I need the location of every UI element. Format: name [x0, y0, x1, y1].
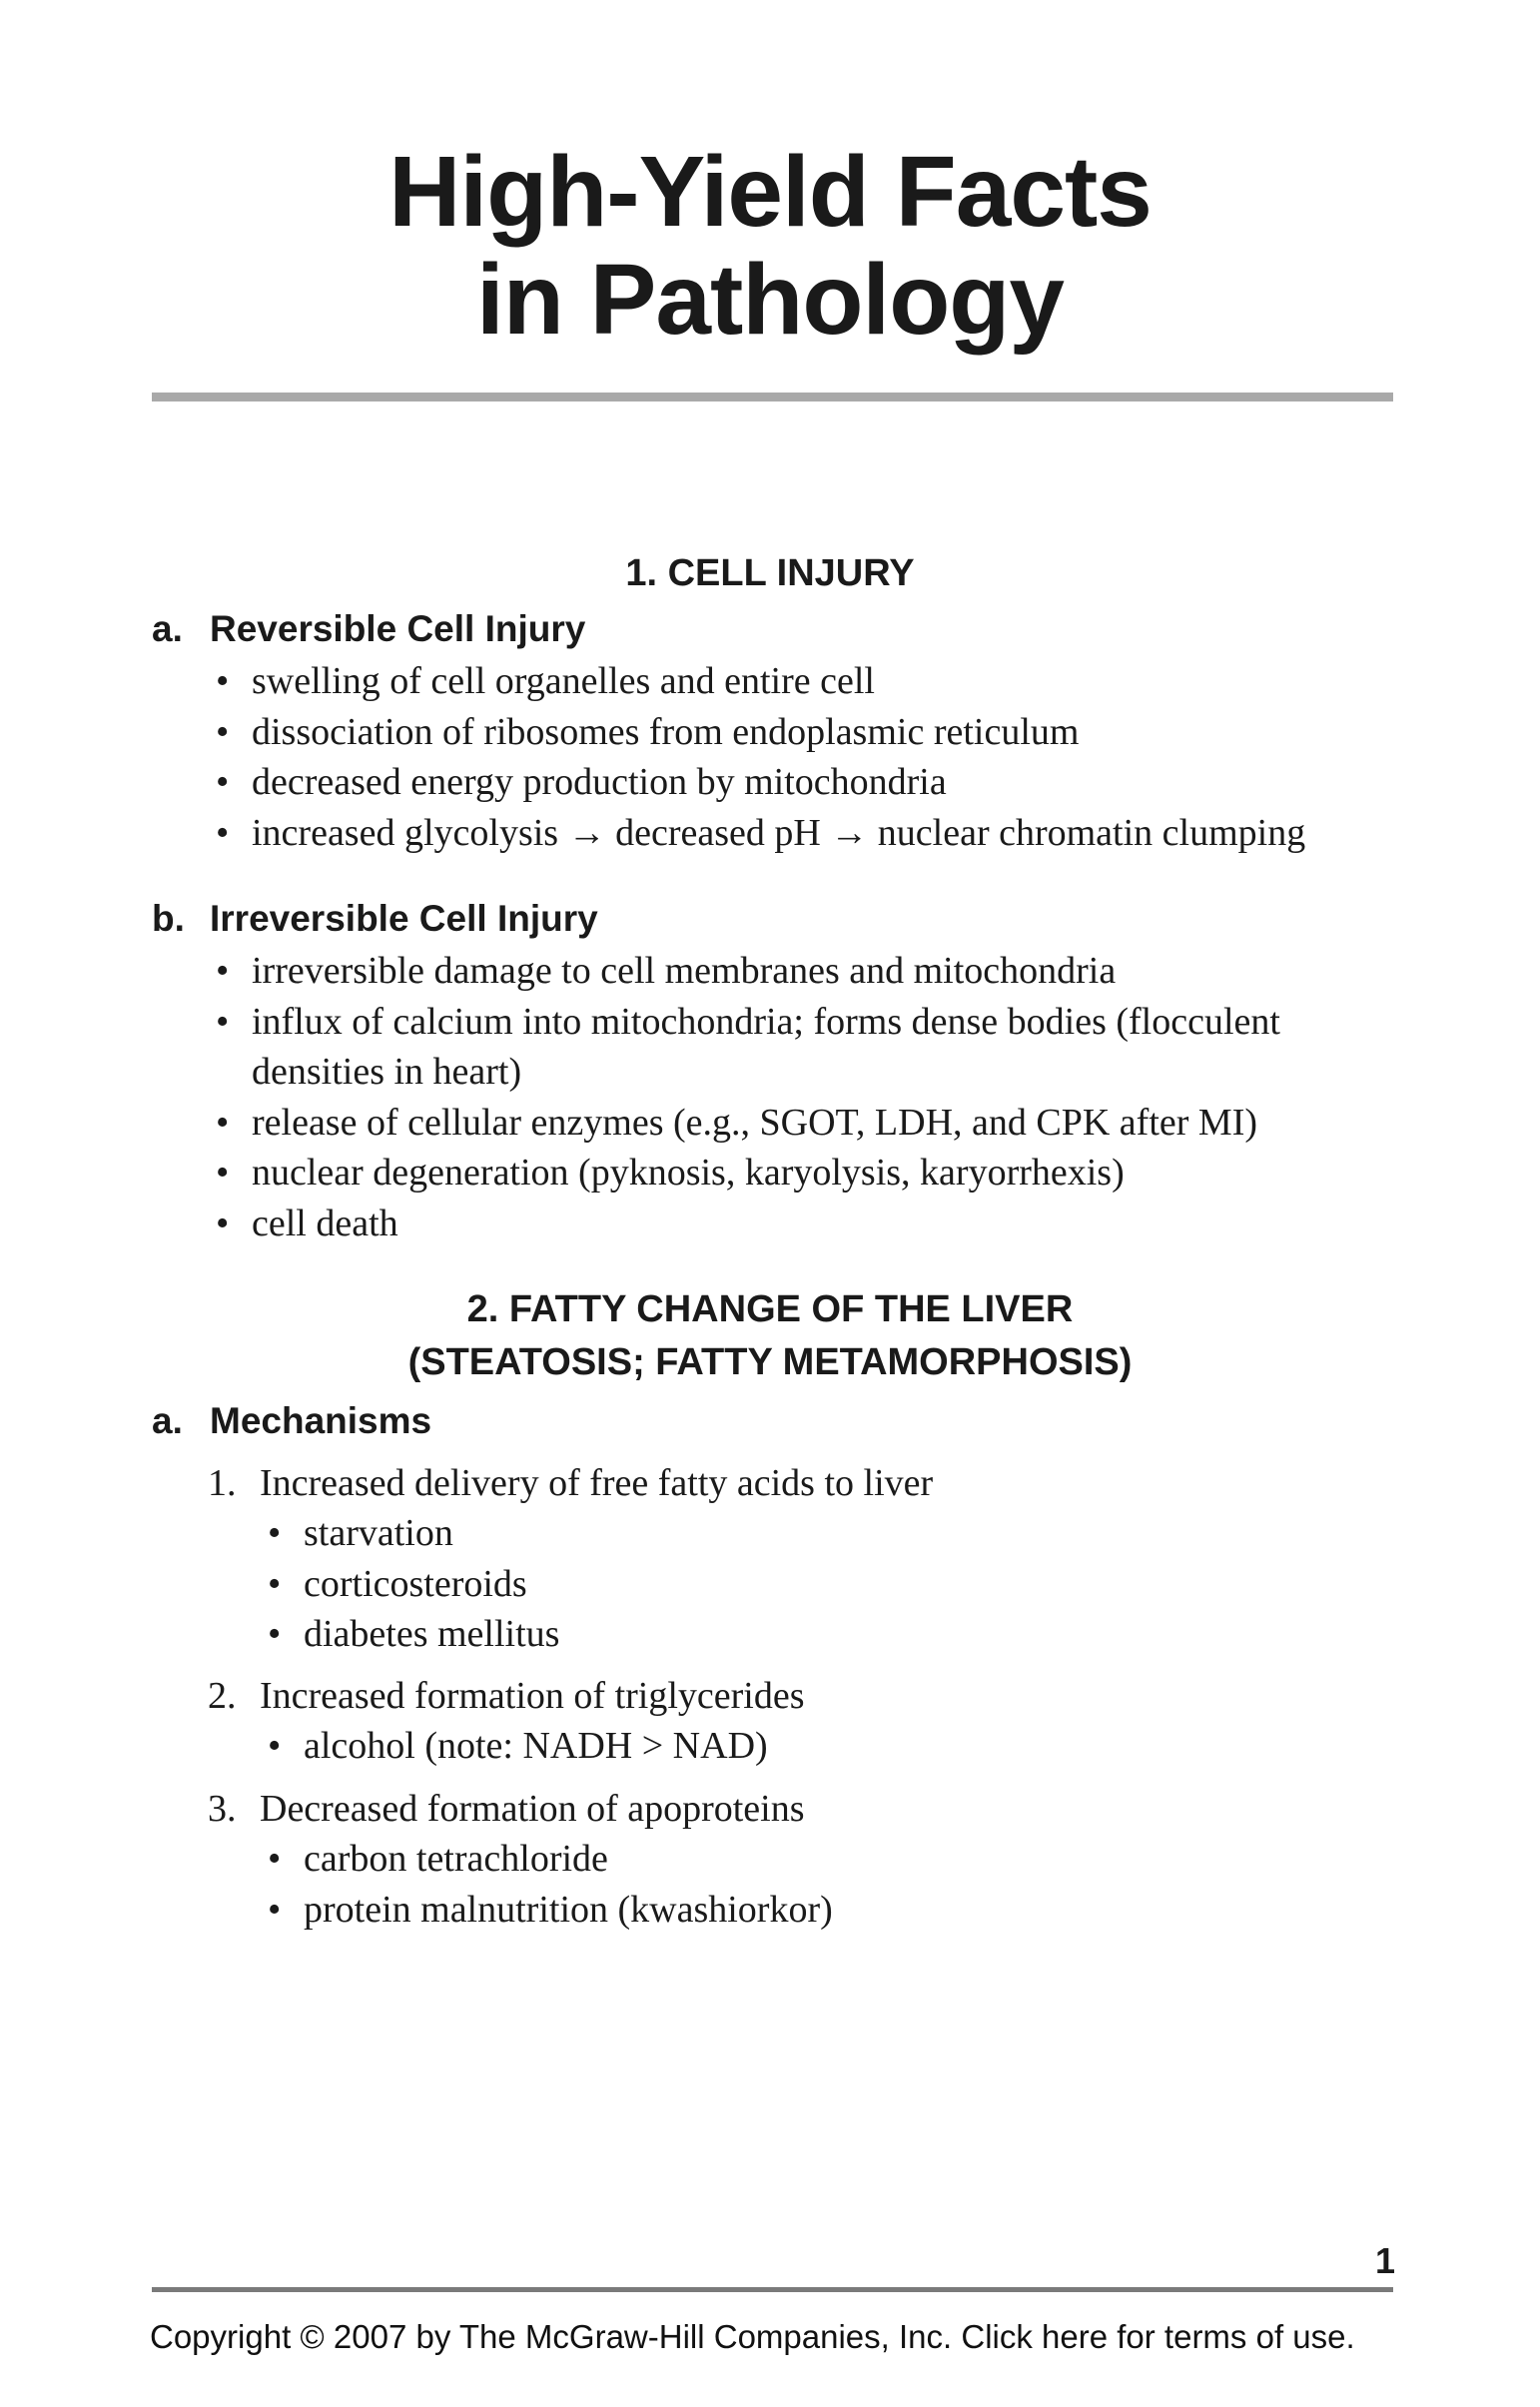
numbered-item-1-bullets — [262, 1508, 1360, 1660]
bullet-icon: • — [216, 1000, 230, 1043]
list-item: • nuclear degeneration (pyknosis, karyolysis, karyorrhexis) — [210, 1148, 1408, 1199]
subheading-mechanisms — [152, 1397, 431, 1445]
numbered-item-2 — [208, 1671, 805, 1721]
numbered-item-3-bullets — [262, 1834, 1360, 1935]
item-number: 2. — [208, 1675, 237, 1717]
subheading-label: Mechanisms — [210, 1400, 432, 1441]
bullet-icon: • — [268, 1725, 282, 1767]
bullet-icon: • — [216, 761, 230, 803]
copyright-text: Copyright © 2007 by The McGraw-Hill Companies, Inc. — [150, 2318, 953, 2355]
page-title — [0, 138, 1540, 354]
numbered-item-2-bullets — [262, 1721, 1360, 1772]
bullet-icon: • — [216, 1202, 230, 1244]
list-item: • swelling of cell organelles and entire cell — [210, 656, 1408, 707]
item-text: Increased delivery of free fatty acids to liver — [260, 1462, 934, 1504]
page-number: 1 — [1374, 2240, 1395, 2281]
list-item: • protein malnutrition (kwashiorkor) — [262, 1885, 1360, 1936]
list-item: • carbon tetrachloride — [262, 1834, 1360, 1885]
bullet-icon: • — [268, 1838, 282, 1880]
list-item: • cell death — [210, 1199, 1408, 1249]
bullet-icon: • — [216, 950, 230, 992]
bullet-icon: • — [216, 710, 230, 753]
list-item: • corticosteroids — [262, 1559, 1360, 1610]
subheading-label: Irreversible Cell Injury — [210, 898, 598, 939]
bullet-icon: • — [216, 660, 230, 702]
copyright-notice — [150, 2317, 1355, 2357]
list-item: • increased glycolysis → decreased pH → nuclear chromatin clumping — [210, 808, 1408, 859]
list-item: • dissociation of ribosomes from endoplasmic reticulum — [210, 707, 1408, 758]
bullet-icon: • — [216, 811, 230, 854]
list-item: • release of cellular enzymes (e.g., SGOT, LDH, and CPK after MI) — [210, 1098, 1408, 1149]
list-item: • diabetes mellitus — [262, 1609, 1360, 1660]
footer-divider — [152, 2287, 1393, 2292]
numbered-item-3 — [208, 1784, 805, 1834]
irreversible-injury-list — [210, 946, 1408, 1248]
subheading-label: Reversible Cell Injury — [210, 608, 586, 649]
terms-of-use-link[interactable]: Click here for terms of use. — [961, 2318, 1355, 2355]
section-heading-cell-injury: 1. CELL INJURY — [625, 552, 915, 594]
list-item: • starvation — [262, 1508, 1360, 1559]
bullet-icon: • — [268, 1888, 282, 1931]
subheading-irreversible-cell-injury — [152, 895, 598, 943]
list-item: • irreversible damage to cell membranes and mitochondria — [210, 946, 1408, 997]
list-item: • decreased energy production by mitochondria — [210, 757, 1408, 808]
item-number: 3. — [208, 1788, 237, 1830]
list-item: • influx of calcium into mitochondria; forms dense bodies (flocculent densities in heart) — [210, 997, 1408, 1098]
section-heading-fatty-change-line2: (STEATOSIS; FATTY METAMORPHOSIS) — [407, 1341, 1133, 1383]
title-divider — [152, 393, 1393, 401]
bullet-icon: • — [216, 1152, 230, 1194]
bullet-icon: • — [268, 1613, 282, 1655]
page-title-line2: in Pathology — [476, 244, 1064, 356]
bullet-icon: • — [216, 1101, 230, 1144]
item-text: Increased formation of triglycerides — [260, 1675, 805, 1717]
section-heading-fatty-change-line1: 2. FATTY CHANGE OF THE LIVER — [466, 1288, 1074, 1330]
item-text: Decreased formation of apoproteins — [260, 1788, 805, 1830]
subheading-marker: a. — [152, 1400, 183, 1441]
bullet-icon: • — [268, 1562, 282, 1605]
page-title-line1: High-Yield Facts — [388, 136, 1152, 248]
bullet-icon: • — [268, 1512, 282, 1554]
subheading-marker: b. — [152, 898, 185, 939]
numbered-item-1 — [208, 1458, 933, 1508]
reversible-injury-list — [210, 656, 1408, 858]
subheading-reversible-cell-injury — [152, 605, 585, 653]
subheading-marker: a. — [152, 608, 183, 649]
list-item: • alcohol (note: NADH > NAD) — [262, 1721, 1360, 1772]
item-number: 1. — [208, 1462, 237, 1504]
